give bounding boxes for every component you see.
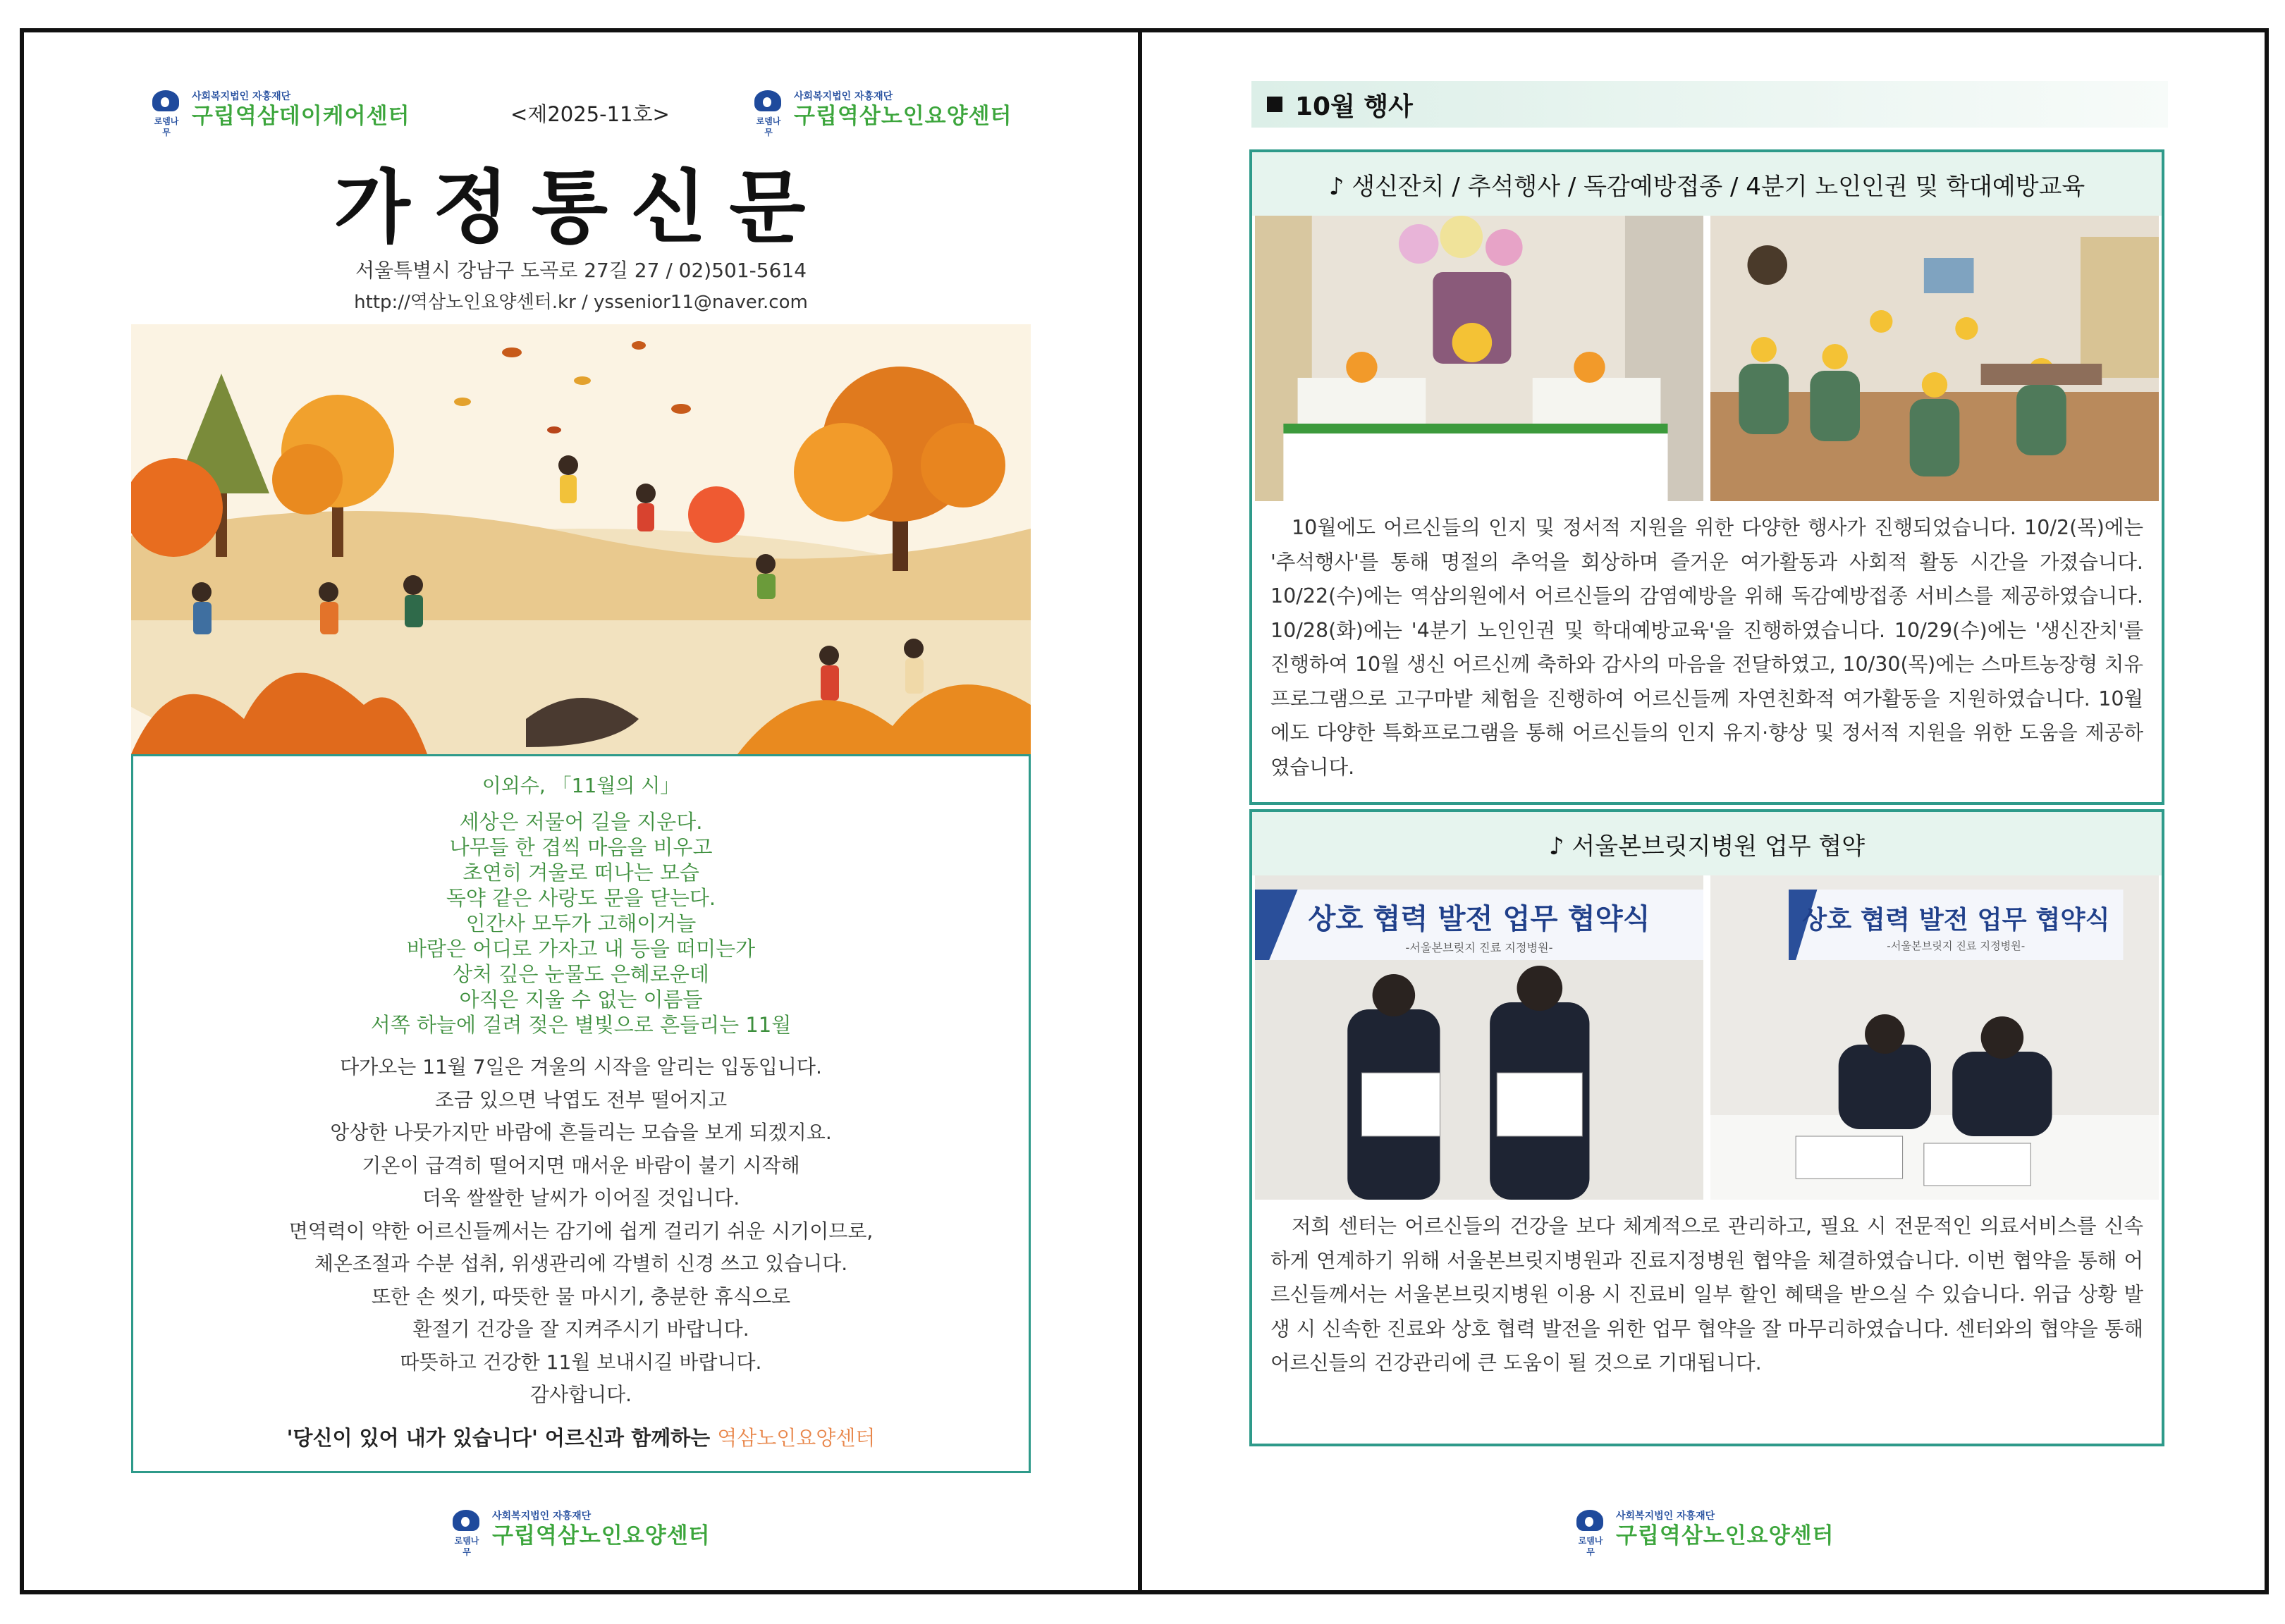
- newsletter-cover-page: [24, 28, 1138, 1594]
- slogan-org-name: 역삼노인요양센터: [717, 1426, 876, 1450]
- square-bullet-icon: [1267, 97, 1282, 112]
- logo-subtitle: 사회복지법인 자흥재단: [192, 91, 291, 102]
- banner-subtitle: -서울본브릿지 진료 지정병원-: [1405, 941, 1553, 954]
- poem-line: 바람은 어디로 가자고 내 등을 떠미는가: [406, 937, 756, 961]
- event-heading: ♪ 서울본브릿지병원 업무 협약: [1252, 812, 2162, 875]
- greeting-line: 감사합니다.: [529, 1383, 632, 1406]
- greeting-line: 따뜻하고 건강한 11월 보내시길 바랍니다.: [400, 1350, 762, 1374]
- greeting-line: 기온이 급격히 떨어지면 매서운 바람이 불기 시작해: [362, 1153, 800, 1177]
- event-box-october: [1249, 149, 2164, 805]
- greeting-line: 조금 있으면 낙엽도 전부 떨어지고: [434, 1088, 728, 1112]
- poem-line: 아직은 지울 수 없는 이름들: [459, 988, 703, 1011]
- banner-title: 상호 협력 발전 업무 협약식: [1801, 904, 2110, 935]
- banner-subtitle: -서울본브릿지 진료 지정병원-: [1887, 940, 2026, 952]
- autumn-illustration: [131, 324, 1031, 754]
- greeting-line: 면역력이 약한 어르신들께서는 감기에 쉽게 걸리기 쉬운 시기이므로,: [288, 1219, 874, 1243]
- logo-subtitle: 사회복지법인 자흥재단: [492, 1511, 592, 1522]
- logo-name: 구립역삼노인요양센터: [492, 1523, 711, 1549]
- greeting-line: 앙상한 나뭇가지만 바람에 흔들리는 모습을 보게 되겠지요.: [330, 1121, 832, 1144]
- logo-daycare-center: [151, 89, 410, 137]
- greeting-line: 환절기 건강을 잘 지켜주시기 바랍니다.: [412, 1317, 749, 1341]
- footer-logo: [451, 1508, 711, 1557]
- newsletter-title: 가정통신문: [333, 161, 828, 254]
- event-heading: ♪ 생신잔치 / 추석행사 / 독감예방접종 / 4분기 노인인권 및 학대예방교육: [1252, 152, 2162, 216]
- poem-line: 서쪽 하늘에 걸려 젖은 별빛으로 흔들리는 11월: [370, 1013, 792, 1037]
- poem-line: 상처 깊은 눈물도 은혜로운데: [453, 962, 709, 986]
- agreement-description: 저희 센터는 어르신들의 건강을 보다 체계적으로 관리하고, 필요 시 전문적인 의료서비스를 신속하게 연계하기 위해 서울본브릿지병원과 진료지정병원 협약을 체결하였습니다. 이번 협약을 통해 어르신들께서는 서울본브릿지병원 이용 시 진료비 일부 할인 혜택을 받으실 수 있습니다. 위급 상황 발생 시 신속한 진료와 상호 협력 발전을 위한 업무 협약을 잘 마무리하였습니다. 센터와의 협약을 통해 어르신들의 건강관리에 큰 도움이 될 것으로 기대됩니다.: [1270, 1214, 2143, 1374]
- greeting-line: 더욱 쌀쌀한 날씨가 이어질 것입니다.: [422, 1186, 740, 1210]
- issue-number: <제2025-11호>: [510, 102, 670, 126]
- section-title: [1251, 81, 2168, 128]
- poem-line: 초연히 겨울로 떠나는 모습: [462, 861, 699, 885]
- october-events-page: [1142, 28, 2265, 1594]
- logo-subtitle: 사회복지법인 자흥재단: [794, 91, 893, 102]
- poem-and-message-box: [131, 754, 1031, 1473]
- logo-subtitle: 사회복지법인 자흥재단: [1616, 1511, 1715, 1522]
- poem-line: 세상은 저물어 길을 지운다.: [459, 810, 703, 834]
- foundation-emblem-icon: 로뎀나무: [451, 1508, 482, 1551]
- poem-line: 독약 같은 사랑도 문을 닫는다.: [446, 886, 716, 910]
- slogan-text: '당신이 있어 내가 있습니다' 어르신과 함께하는: [286, 1426, 718, 1450]
- center-website-email: http://역삼노인요양센터.kr / yssenior11@naver.com: [354, 292, 808, 313]
- agreement-ceremony-photo: [1255, 875, 1703, 1200]
- footer-logo: [1575, 1508, 1834, 1557]
- greeting-line: 다가오는 11월 7일은 겨울의 시작을 알리는 입동입니다.: [340, 1055, 822, 1078]
- logo-nursing-center: [753, 89, 1012, 137]
- agreement-signing-photo: [1710, 875, 2159, 1200]
- poem-text: [133, 809, 1029, 1038]
- logo-name: 구립역삼데이케어센터: [192, 104, 410, 129]
- foundation-emblem-icon: 로뎀나무: [1575, 1508, 1606, 1551]
- greeting-line: 체온조절과 수분 섭취, 위생관리에 각별히 신경 쓰고 있습니다.: [314, 1252, 848, 1275]
- greeting-line: 또한 손 씻기, 따뜻한 물 마시기, 충분한 휴식으로: [371, 1284, 791, 1308]
- poem-heading: 이외수, 「11월의 시」: [482, 774, 680, 797]
- banner-title: 상호 협력 발전 업무 협약식: [1308, 903, 1650, 935]
- event-photos: [1252, 216, 2162, 501]
- center-address: 서울특별시 강남구 도곡로 27길 27 / 02)501-5614: [355, 259, 807, 282]
- poem-line: 인간사 모두가 고해이거늘: [465, 911, 697, 935]
- november-greeting: [133, 1051, 1029, 1412]
- birthday-party-photo: [1255, 216, 1703, 501]
- event-description: 10월에도 어르신들의 인지 및 정서적 지원을 위한 다양한 행사가 진행되었습니다. 10/2(목)에는 '추석행사'를 통해 명절의 추억을 회상하며 즐거운 여가활동과 사회적 활동 시간을 가졌습니다. 10/22(수)에는 역삼의원에서 어르신들의 감염예방을 위해 독감예방접종 서비스를 제공하였습니다. 10/28(화)에는 '4분기 노인인권 및 학대예방교육'을 진행하였습니다. 10/29(수)에는 '생신잔치'를 진행하여 10월 생신 어르신께 축하와 감사의 마음을 전달하였고, 10/30(목)에는 스마트농장형 치유프로그램으로 고구마밭 체험을 진행하여 어르신들께 자연친화적 여가활동을 지원하였습니다. 10월에도 다양한 특화프로그램을 통해 어르신들의 인지 유지·향상 및 정서적 지원을 위한 도움을 제공하였습니다.: [1270, 516, 2143, 779]
- logo-name: 구립역삼노인요양센터: [1616, 1523, 1834, 1549]
- section-title-text: 10월 행사: [1295, 92, 1413, 121]
- foundation-emblem-icon: 로뎀나무: [151, 89, 182, 131]
- event-box-hospital-agreement: [1249, 809, 2164, 1446]
- activity-room-photo: [1710, 216, 2159, 501]
- poem-line: 나무들 한 겹씩 마음을 비우고: [449, 835, 713, 859]
- closing-slogan: [133, 1422, 1029, 1451]
- foundation-emblem-icon: 로뎀나무: [753, 89, 784, 131]
- agreement-photos: [1252, 875, 2162, 1200]
- logo-name: 구립역삼노인요양센터: [794, 104, 1012, 129]
